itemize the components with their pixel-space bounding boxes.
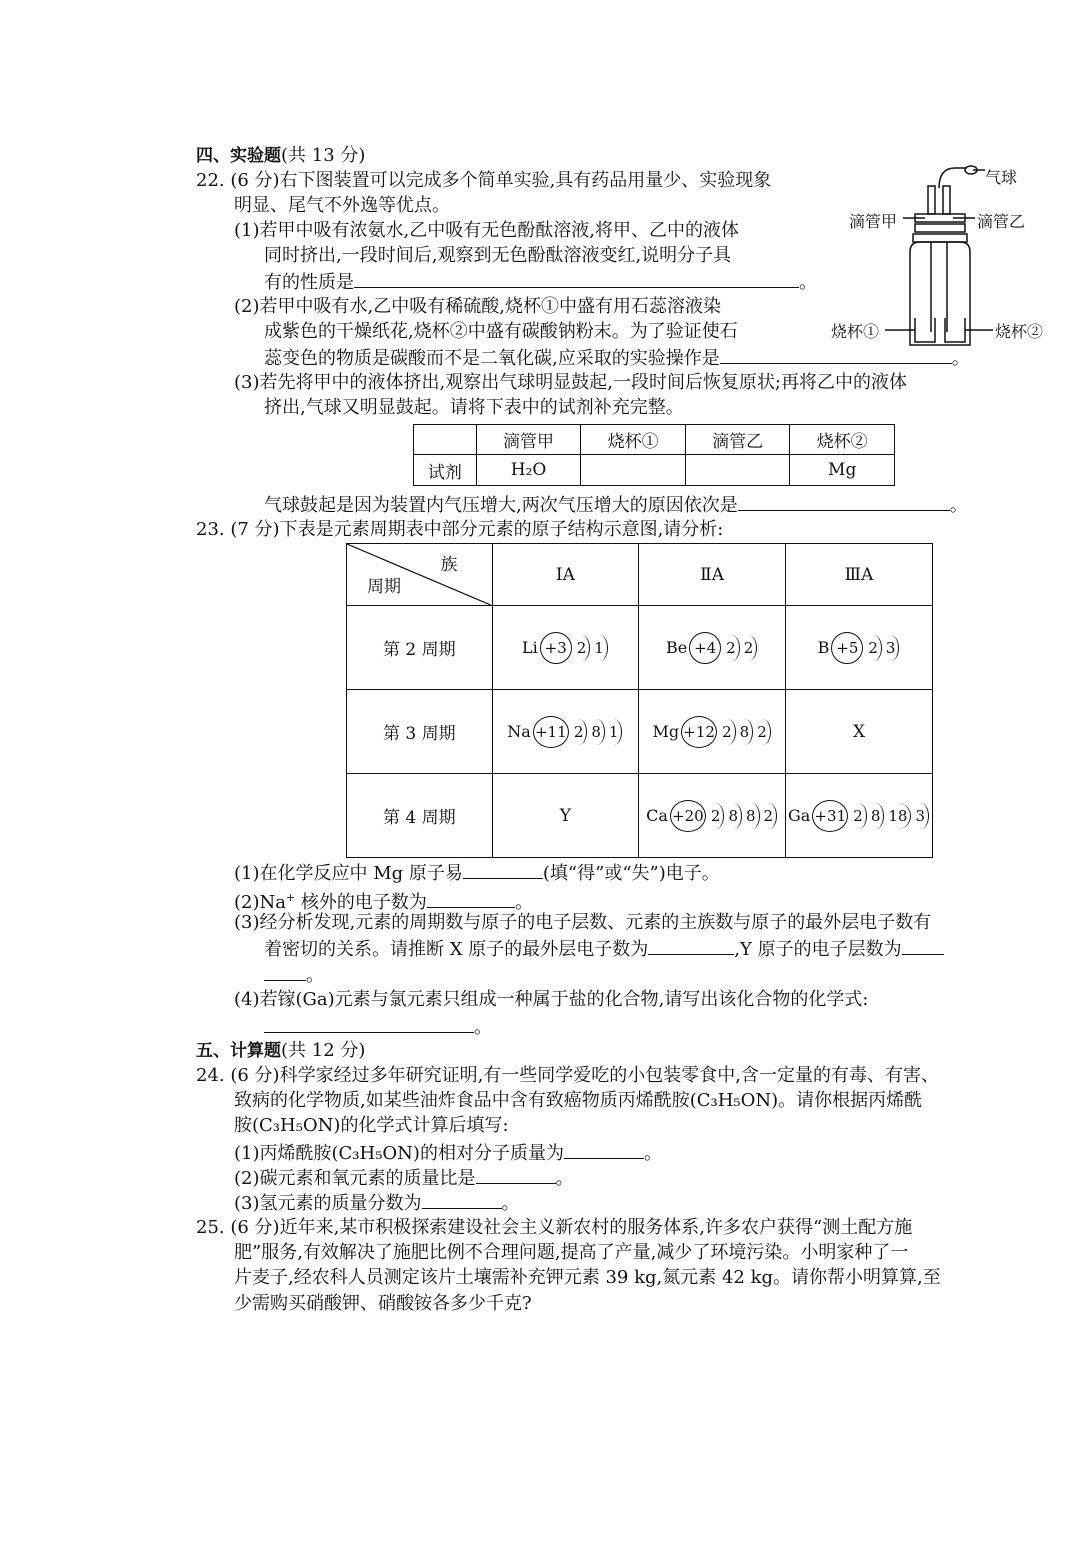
atom-diagram: Be +4 2 2 <box>666 632 758 664</box>
beaker2-label: 烧杯② <box>995 322 1044 341</box>
group-axis-label: 族 <box>440 555 458 575</box>
q22-answer-blank-3[interactable] <box>738 492 950 511</box>
beaker1-label: 烧杯① <box>831 322 880 341</box>
unknown-element-x: X <box>786 690 933 774</box>
reagent-table <box>413 424 895 486</box>
atom-diagram: Na +11 2 8 1 <box>507 716 623 748</box>
atom-diagram: Ga +31 2 8 18 3 <box>788 800 930 832</box>
q25-line3: 片麦子,经农科人员测定该片土壤需补充钾元素 39 kg,氮元素 42 kg。请你帮小明算算,至 <box>234 1267 941 1288</box>
atom-cell <box>639 774 786 858</box>
tube-a-label: 滴管甲 <box>849 212 898 231</box>
reagent-table-header: 烧杯② <box>790 425 895 455</box>
reagent-table-header: 滴管乙 <box>685 425 790 455</box>
reagent-table-header <box>414 425 477 455</box>
apparatus-figure <box>831 160 1060 350</box>
q23-sub4-answer: 。 <box>264 1014 492 1040</box>
atom-cell <box>786 606 933 690</box>
reagent-table-blank-cell[interactable] <box>685 455 790 486</box>
q23-sub3-line2: 着密切的关系。请推断 X 原子的最外层电子数为 ,Y 原子的电子层数为 <box>264 936 944 962</box>
q23-answer-blank-3[interactable] <box>648 936 734 955</box>
period-header: 第 4 周期 <box>347 774 493 858</box>
reagent-table-cell: Mg <box>790 455 895 486</box>
reagent-table-header: 烧杯① <box>581 425 686 455</box>
q22-line7: 成紫色的干燥纸花,烧杯②中盛有碳酸钠粉末。为了验证使石 <box>264 321 738 342</box>
q24-line1: 24. (6 分)科学家经过多年研究证明,有一些同学爱吃的小包装零食中,含一定量的有毒、有害、 <box>196 1065 940 1086</box>
atom-cell <box>492 606 639 690</box>
q23-answer-blank-4-cont[interactable] <box>264 962 306 981</box>
q22-line11: 气球鼓起是因为装置内气压增大,两次气压增大的原因依次是 。 <box>264 492 968 518</box>
q22-line5: 有的性质是 。 <box>264 269 817 295</box>
reagent-table-cell: H₂O <box>476 455 581 486</box>
q25-line1: 25. (6 分)近年来,某市积极探索建设社会主义新农村的服务体系,许多农户获得“测土配方施 <box>196 1217 913 1238</box>
atom-diagram: Li +3 2 1 <box>522 632 609 664</box>
q22-line3: (1)若甲中吸有浓氨水,乙中吸有无色酚酞溶液,将甲、乙中的液体 <box>234 220 739 241</box>
q22-line9: (3)若先将甲中的液体挤出,观察出气球明显鼓起,一段时间后恢复原状;再将乙中的液体 <box>234 372 908 393</box>
q24-line2: 致病的化学物质,如某些油炸食品中含有致癌物质丙烯酰胺(C₃H₅ON)。请你根据丙烯酰 <box>234 1090 923 1111</box>
q22-line6: (2)若甲中吸有水,乙中吸有稀硫酸,烧杯①中盛有用石蕊溶液染 <box>234 296 721 317</box>
q24-answer-blank-2[interactable] <box>476 1165 556 1184</box>
period-header: 第 2 周期 <box>347 606 493 690</box>
q22-line1: 22. (6 分)右下图装置可以完成多个简单实验,具有药品用量少、实验现象 <box>196 170 772 191</box>
atom-cell <box>639 606 786 690</box>
periodic-table <box>346 543 933 858</box>
q23-answer-blank-2[interactable] <box>427 889 515 908</box>
atom-cell <box>492 690 639 774</box>
group-header: ⅠA <box>492 544 639 606</box>
q24-answer-blank-3[interactable] <box>422 1190 502 1209</box>
q22-line4: 同时挤出,一段时间后,观察到无色酚酞溶液变红,说明分子具 <box>264 245 732 266</box>
atom-cell <box>639 690 786 774</box>
group-header: ⅢA <box>786 544 933 606</box>
unknown-element-y: Y <box>492 774 639 858</box>
reagent-table-blank-cell[interactable] <box>581 455 686 486</box>
atom-diagram: Ca +20 2 8 8 2 <box>646 800 778 832</box>
section5-heading: 五、计算题(共 12 分) <box>196 1040 366 1061</box>
q23-sub4: (4)若镓(Ga)元素与氯元素只组成一种属于盐的化合物,请写出该化合物的化学式: <box>234 989 869 1010</box>
reagent-table-header: 滴管甲 <box>476 425 581 455</box>
q25-line4: 少需购买硝酸钾、硝酸铵各多少千克? <box>234 1293 532 1314</box>
q25-line2: 肥”服务,有效解决了施肥比例不合理问题,提高了产量,减少了环境污染。小明家种了一 <box>234 1242 909 1263</box>
atom-diagram: Mg +12 2 8 2 <box>652 716 771 748</box>
q24-sub1: (1)丙烯酰胺(C₃H₅ON)的相对分子质量为 。 <box>234 1140 662 1166</box>
q24-line3: 胺(C₃H₅ON)的化学式计算后填写: <box>234 1115 509 1136</box>
q24-sub2: (2)碳元素和氧元素的质量比是 。 <box>234 1165 574 1191</box>
tube-b-label: 滴管乙 <box>977 212 1026 231</box>
q22-line2: 明显、尾气不外逸等优点。 <box>234 195 450 216</box>
q23-answer-blank-4[interactable] <box>902 936 944 955</box>
reagent-table-cell: 试剂 <box>414 455 477 486</box>
group-header: ⅡA <box>639 544 786 606</box>
q23-sub2: (2)Na+ 核外的电子数为 。 <box>234 891 533 913</box>
atom-diagram: B +5 2 3 <box>818 632 901 664</box>
q23-line1: 23. (7 分)下表是元素周期表中部分元素的原子结构示意图,请分析: <box>196 519 724 540</box>
q23-sub3-line1: (3)经分析发现,元素的周期数与原子的电子层数、元素的主族数与原子的最外层电子数有 <box>234 912 932 933</box>
q23-sub3-line3: 。 <box>264 962 324 988</box>
balloon-label: 气球 <box>985 168 1018 187</box>
q24-answer-blank-1[interactable] <box>564 1140 644 1159</box>
q24-sub3: (3)氢元素的质量分数为 。 <box>234 1190 520 1216</box>
q22-line8: 蕊变色的物质是碳酸而不是二氧化碳,应采取的实验操作是 。 <box>264 345 970 371</box>
q22-line10: 挤出,气球又明显鼓起。请将下表中的试剂补充完整。 <box>264 397 684 418</box>
q22-answer-blank-1[interactable] <box>354 269 799 288</box>
section4-heading: 四、实验题(共 13 分) <box>196 145 366 166</box>
table-corner-cell <box>347 544 493 606</box>
atom-cell <box>786 774 933 858</box>
period-axis-label: 周期 <box>367 577 401 597</box>
period-header: 第 3 周期 <box>347 690 493 774</box>
q23-sub1: (1)在化学反应中 Mg 原子易 (填“得”或“失”)电子。 <box>234 860 720 886</box>
q23-answer-blank-5[interactable] <box>264 1014 474 1033</box>
q23-answer-blank-1[interactable] <box>463 860 543 879</box>
